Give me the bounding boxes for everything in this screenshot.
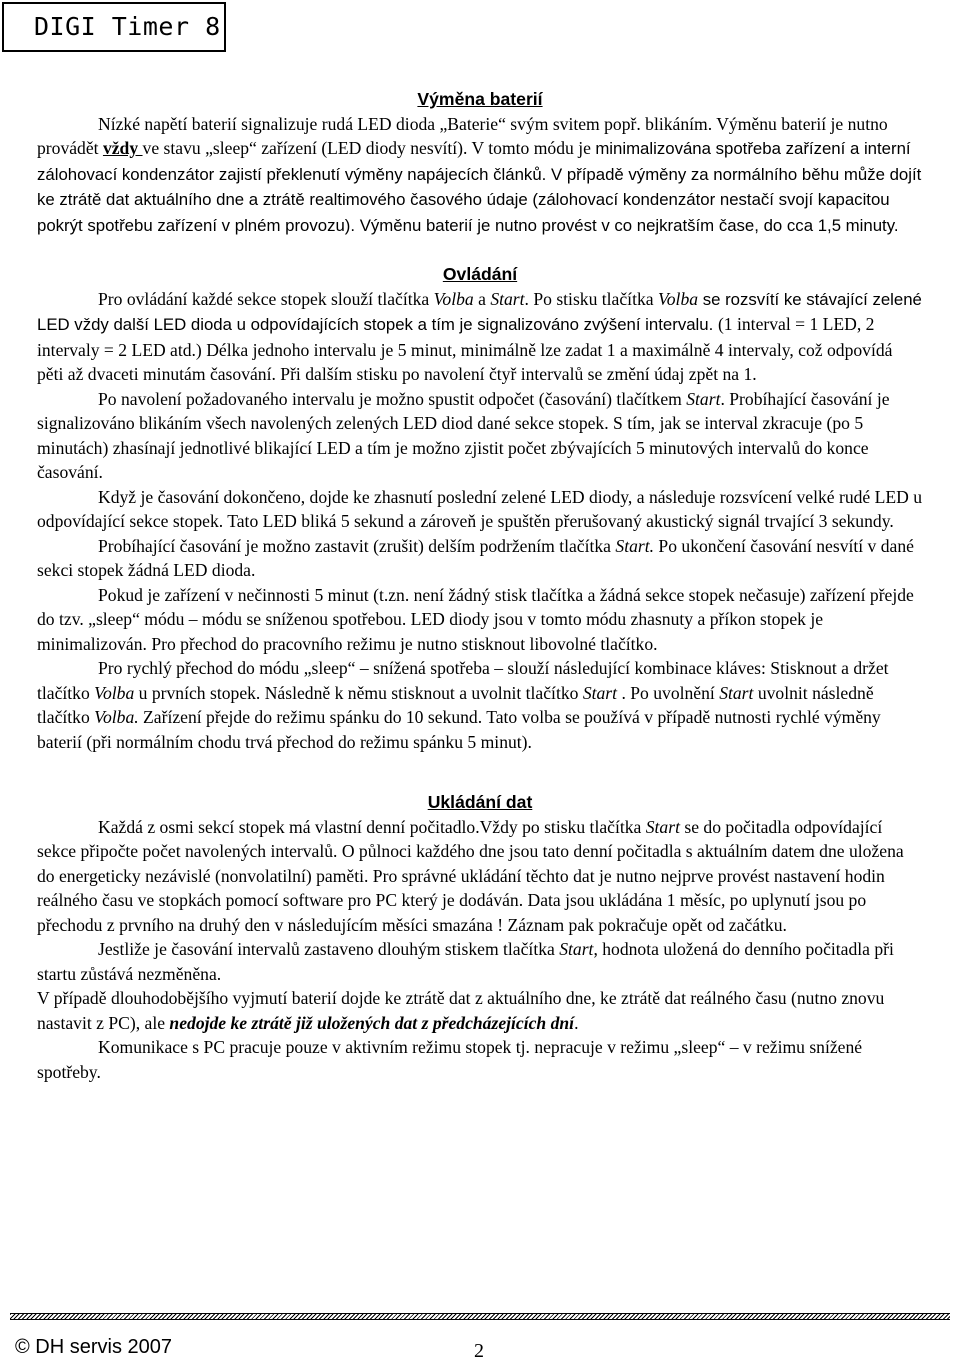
document-header-title: DIGI Timer 8 — [2, 2, 226, 52]
section-title-battery: Výměna baterií — [417, 89, 543, 109]
section-title-data-storage: Ukládání dat — [427, 792, 533, 812]
control-paragraph-6: Pro rychlý přechod do módu „sleep“ – snížená spotřeba – slouží následující kombinace kláves: Stisknout a držet tlačítko Volba u prvních stopek. Následně k němu stisknout a uvolnit tlačítko Start . Po uvolnění Start uvolnit následně tlačítko Volba. Zařízení přejde do režimu spánku do 10 sekund. Tato volba se používá v případě nutnosti rychlé výměny baterií (při normálním chodu trvá přechod do režimu spánku 5 minut). — [37, 658, 889, 752]
footer-divider — [10, 1313, 950, 1320]
control-paragraph-1: Pro ovládání každé sekce stopek slouží tlačítka Volba a Start. Po stisku tlačítka Volba se rozsvítí ke stávající zelené LED vždy další LED dioda u odpovídajících stopek a tím je signalizováno zvýšení intervalu. (1 interval = 1 LED, 2 intervaly = 2 LED atd.) Délka jednoho intervalu je 5 minut, minimálně lze zadat 1 a maximálně 4 intervaly, což odpovídá pěti až dvaceti minutám časování. Při dalším stisku po navolení čtyř intervalů se změní údaj zpět na 1. — [37, 288, 922, 384]
document-body — [37, 87, 923, 1084]
storage-paragraph-2: Jestliže je časování intervalů zastaveno dlouhým stiskem tlačítka Start, hodnota uložená do denního počitadla při startu zůstává nezměněna. — [37, 939, 894, 984]
section-title-control: Ovládání — [442, 264, 518, 284]
control-paragraph-3: Když je časování dokončeno, dojde ke zhasnutí poslední zelené LED diody, a následuje rozsvícení velké rudé LED u odpovídající sekce stopek. Tato LED bliká 5 sekund a zároveň je spuštěn přerušovaný akustický signál trvající 3 sekundy. — [37, 486, 923, 531]
control-paragraph-2: Po navolení požadovaného intervalu je možno spustit odpočet (časování) tlačítkem Start. Probíhající časování je signalizováno blikáním všech navolených zelených LED diod dané sekce stopek. S tím, jak se interval zkracuje (po 5 minutách) zhasínají jednotlivé blikající LED a tím je možno zjistit počet zbývajících 5 minutových intervalů do konce časování. — [37, 388, 890, 482]
page-number: 2 — [474, 1340, 484, 1362]
storage-paragraph-1: Každá z osmi sekcí stopek má vlastní denní počitadlo.Vždy po stisku tlačítka Start se do počitadla odpovídající sekce připočte počet navolených intervalů. O půlnoci každého dne jsou tato denní počitadla s aktuálním datem dne uložena do energeticky nezávislé (nonvolatilní) paměti. Pro správné ukládání těchto dat je nutno nejprve provést nastavení hodin reálného času ve stopkách pomocí software pro PC který je dodáván. Data jsou ukládána 1 měsíc, po uplynutí jsou po přechodu z prvního na druhý den v následujícím měsíci smazána ! Záznam pak pokračuje opět od začátku. — [37, 816, 904, 935]
control-paragraph-5: Pokud je zařízení v nečinnosti 5 minut (t.zn. není žádný stisk tlačítka a žádná sekce stopek nečasuje) zařízení přejde do tzv. „sleep“ módu – módu se sníženou spotřebou. LED diody jsou v tomto módu zhasnuty a příkon stopek je minimalizován. Pro přechod do pracovního režimu je nutno stisknout libovolné tlačítko. — [37, 584, 914, 654]
footer-copyright: © DH servis 2007 — [15, 1336, 173, 1358]
storage-paragraph-3: V případě dlouhodobějšího vyjmutí baterií dojde ke ztrátě dat z aktuálního dne, ke ztrátě dat reálného času (nutno znovu nastavit z PC), ale nedojde ke ztrátě již uložených dat z předcházejících dní. — [37, 988, 885, 1033]
storage-paragraph-4: Komunikace s PC pracuje pouze v aktivním režimu stopek tj. nepracuje v režimu „sleep“ – v režimu snížené spotřeby. — [37, 1037, 863, 1082]
control-paragraph-4: Probíhající časování je možno zastavit (zrušit) delším podržením tlačítka Start. Po ukončení časování nesvítí v dané sekci stopek žádná LED dioda. — [37, 535, 914, 580]
battery-paragraph: Nízké napětí baterií signalizuje rudá LED dioda „Baterie“ svým svitem popř. blikáním. Výměnu baterií je nutno provádět vždy ve stavu „sleep“ zařízení (LED diody nesvítí). V tomto módu je minimalizována spotřeba zařízení a interní zálohovací kondenzátor zajistí překlenutí výměny napájecích článků. V případě výměny za normálního běhu může dojít ke ztrátě dat aktuálního dne a ztrátě realtimového časového údaje (zálohovací kondenzátor nestačí svojí kapacitou pokrýt spotřebu zařízení v plném provozu). Výměnu baterií je nutno provést v co nejkratším čase, do cca 1,5 minuty. — [37, 113, 922, 235]
